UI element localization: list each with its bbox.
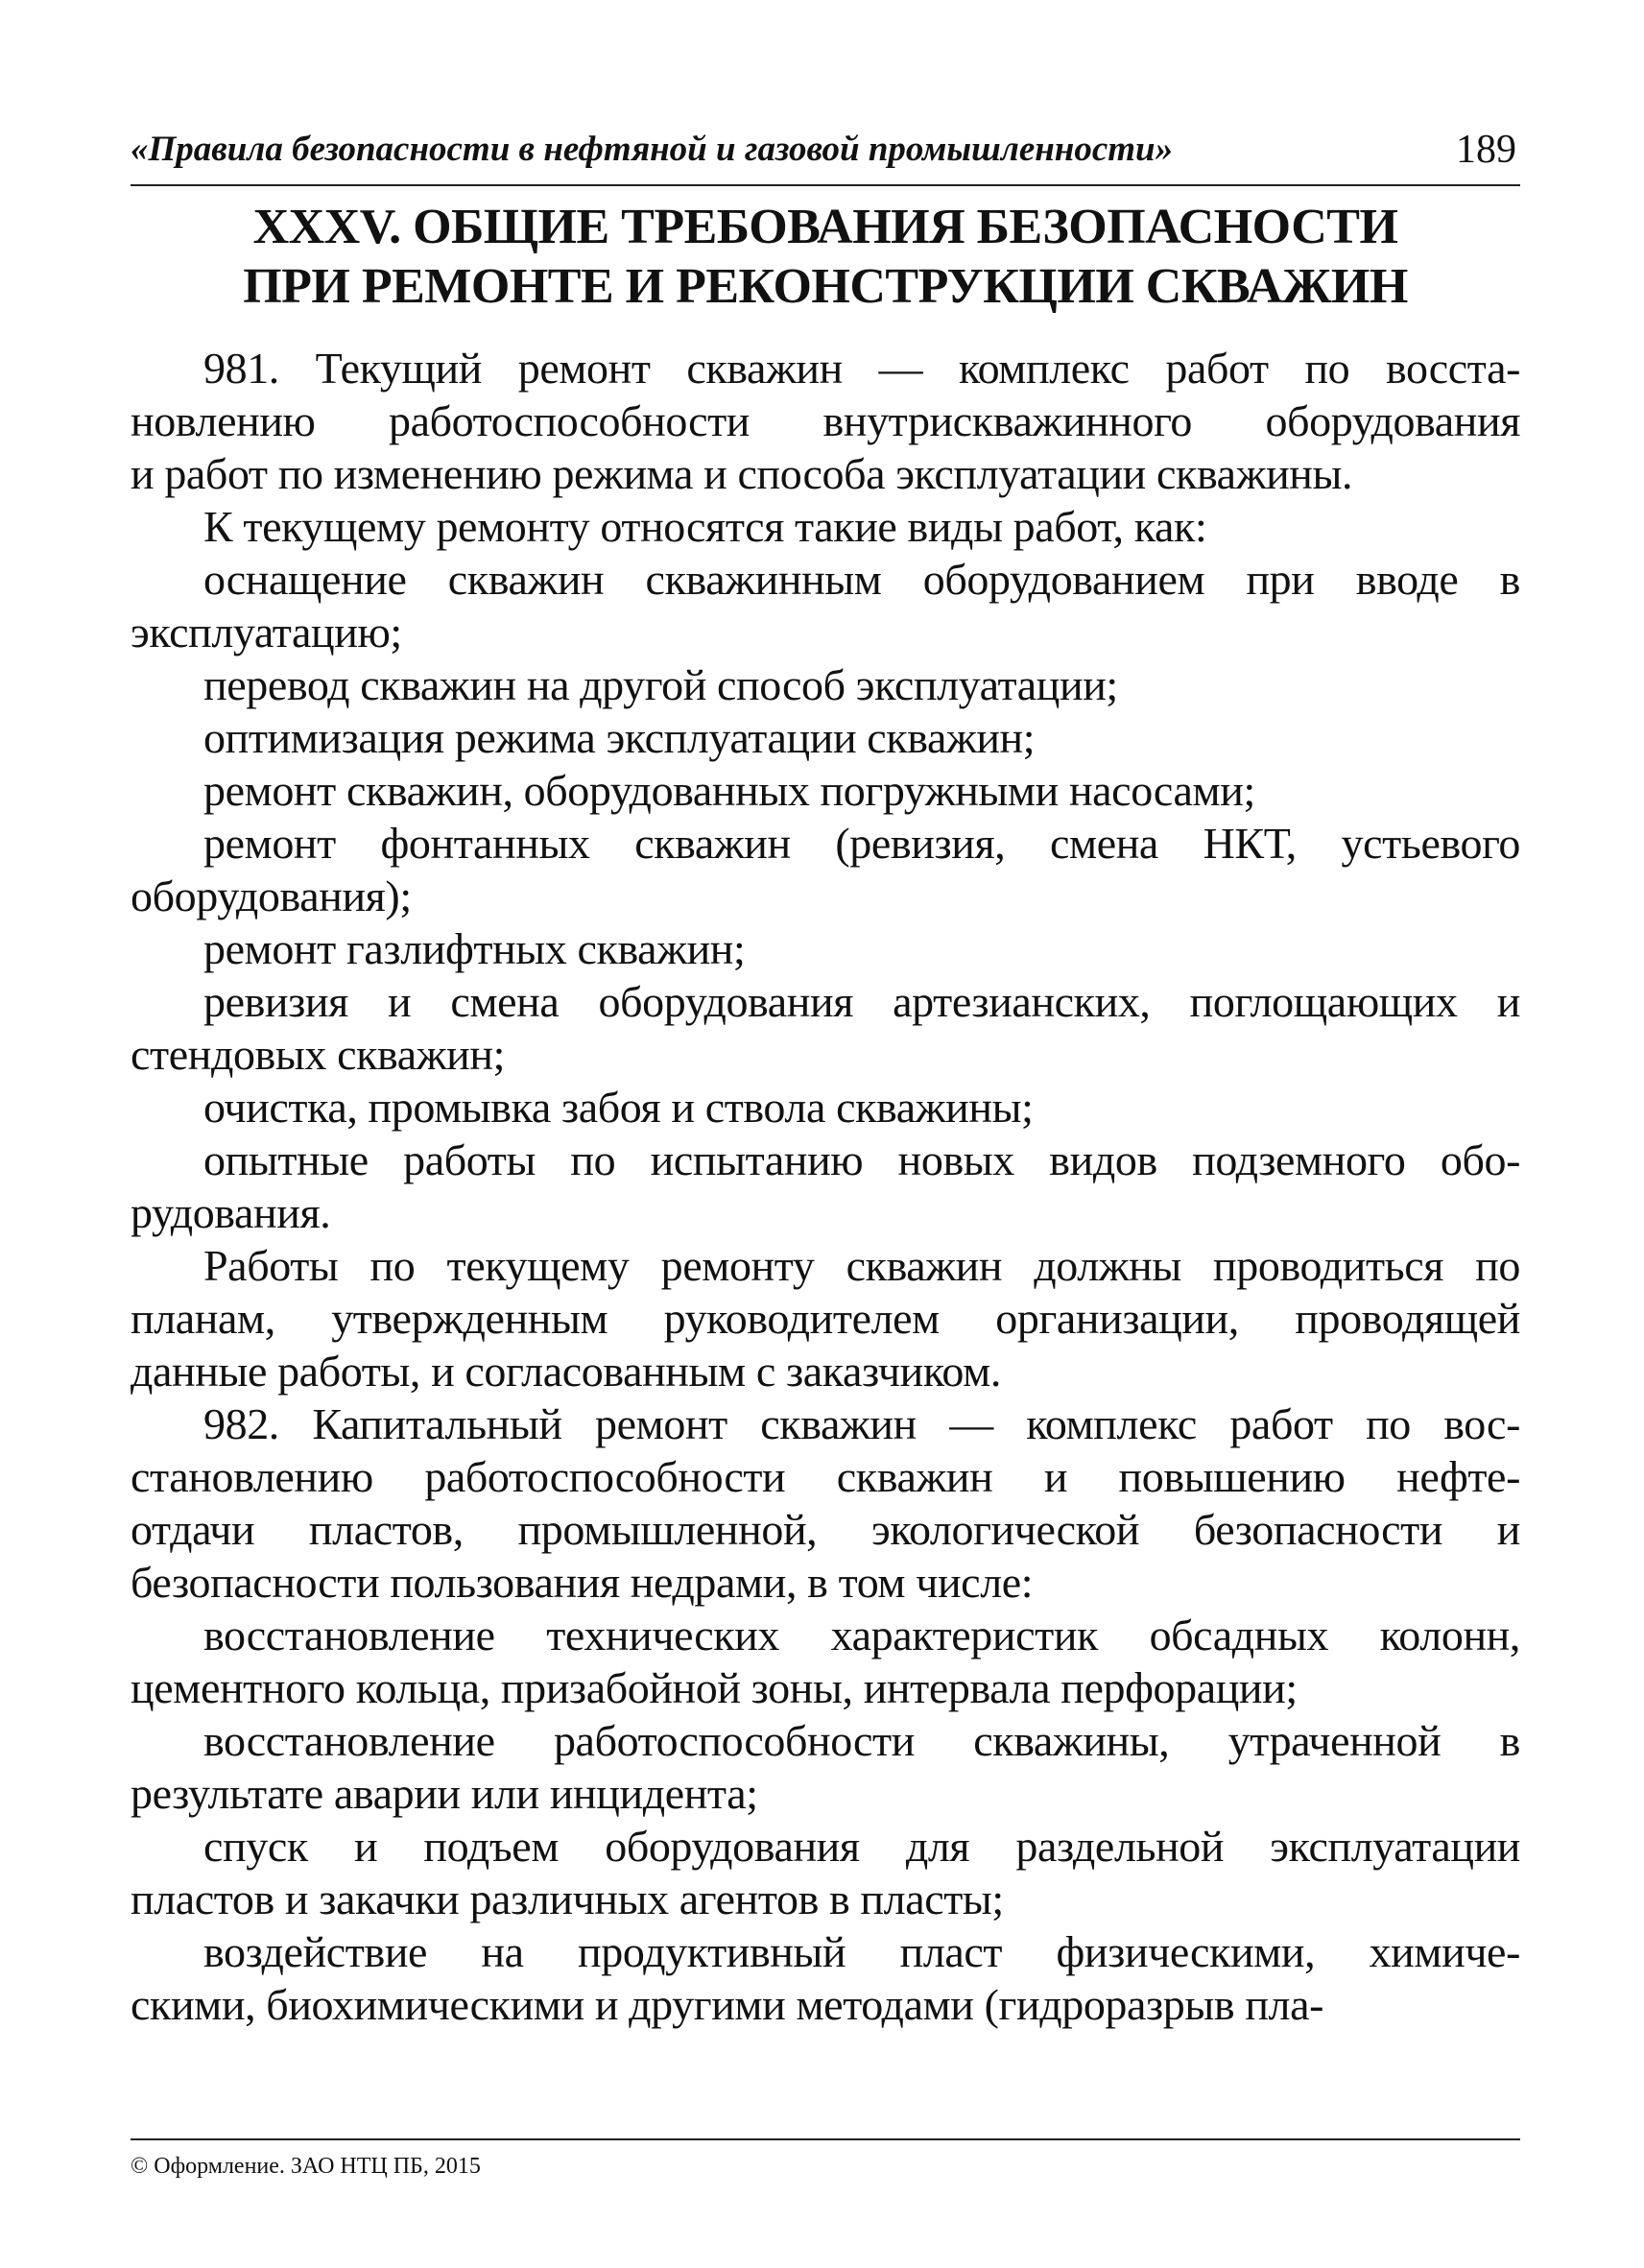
paragraph — [131, 817, 1520, 922]
paragraph-line: опытные работы по испытанию новых видов подземного обо- — [203, 1135, 1520, 1184]
paragraph-line: ремонт фонтанных скважин (ревизия, смена НКТ, устьевого — [203, 819, 1520, 868]
body-text — [131, 342, 1520, 2031]
running-header — [131, 125, 1520, 186]
paragraph-line: оптимизация режима эксплуатации скважин; — [203, 713, 1036, 762]
paragraph-line: восстановление работоспособности скважины, утраченной в — [203, 1716, 1520, 1765]
copyright-notice: © Оформление. ЗАО НТЦ ПБ, 2015 — [131, 2154, 481, 2179]
running-title: «Правила безопасности в нефтяной и газовой промышленности» — [131, 130, 1174, 169]
paragraph — [131, 1134, 1520, 1239]
paragraph — [131, 922, 1520, 975]
paragraph-line: пластов и закачки различных агентов в пласты; — [131, 1874, 1004, 1923]
paragraph-line: ремонт газлифтных скважин; — [203, 924, 746, 973]
paragraph-line: данные работы, и согласованным с заказчиком. — [131, 1347, 1001, 1396]
paragraph — [131, 1081, 1520, 1134]
paragraph-line: и работ по изменению режима и способа эксплуатации скважины. — [131, 449, 1353, 498]
paragraph-line: скими, биохимическими и другими методами (гидроразрыв пла- — [131, 1980, 1324, 2029]
paragraph — [131, 764, 1520, 817]
paragraph — [131, 1609, 1520, 1714]
paragraph-line: 981. Текущий ремонт скважин — комплекс работ по восста- — [203, 344, 1520, 393]
paragraph-line: перевод скважин на другой способ эксплуатации; — [203, 660, 1118, 709]
paragraph — [131, 711, 1520, 764]
paragraph-line: эксплуатацию; — [131, 608, 402, 657]
page-number: 189 — [1456, 128, 1516, 172]
paragraph-line: Работы по текущему ремонту скважин должны проводиться по — [203, 1241, 1520, 1290]
paragraph-line: 982. Капитальный ремонт скважин — комплекс работ по вос- — [203, 1399, 1520, 1448]
paragraph — [131, 1925, 1520, 2031]
paragraph — [131, 658, 1520, 711]
paragraph-line: безопасности пользования недрами, в том числе: — [131, 1558, 1034, 1607]
paragraph — [131, 553, 1520, 658]
paragraph-line: восстановление технических характеристик обсадных колонн, — [203, 1611, 1520, 1659]
paragraph — [131, 1397, 1520, 1609]
paragraph-line: оснащение скважин скважинным оборудованием при вводе в — [203, 555, 1520, 604]
document-page — [131, 115, 1520, 2188]
paragraph-line: ремонт скважин, оборудованных погружными насосами; — [203, 766, 1255, 815]
section-title — [131, 198, 1520, 317]
paragraph-line: воздействие на продуктивный пласт физическими, химиче- — [203, 1927, 1520, 1976]
paragraph-line: отдачи пластов, промышленной, экологической безопасности и — [131, 1505, 1520, 1554]
paragraph — [131, 500, 1520, 553]
paragraph-line: очистка, промывка забоя и ствола скважины; — [203, 1083, 1034, 1132]
paragraph-line: планам, утвержденным руководителем организации, проводящей — [131, 1294, 1520, 1343]
paragraph-line: оборудования); — [131, 871, 412, 920]
paragraph-line: результате аварии или инцидента; — [131, 1769, 758, 1818]
paragraph-line: К текущему ремонту относятся такие виды работ, как: — [203, 502, 1207, 551]
section-title-line: XXXV. ОБЩИЕ ТРЕБОВАНИЯ БЕЗОПАСНОСТИ — [252, 200, 1398, 254]
paragraph-line: стендовых скважин; — [131, 1030, 505, 1079]
paragraph-line: новлению работоспособности внутрискважинного оборудования — [131, 396, 1520, 445]
section-title-line: ПРИ РЕМОНТЕ И РЕКОНСТРУКЦИИ СКВАЖИН — [243, 259, 1408, 314]
paragraph-line: становлению работоспособности скважин и повышению нефте- — [131, 1452, 1520, 1501]
paragraph-line: ревизия и смена оборудования артезианских, поглощающих и — [203, 977, 1520, 1026]
paragraph — [131, 342, 1520, 500]
paragraph — [131, 1714, 1520, 1820]
paragraph-line: рудования. — [131, 1188, 331, 1237]
paragraph — [131, 975, 1520, 1081]
footer — [131, 2138, 1520, 2180]
paragraph — [131, 1239, 1520, 1397]
paragraph-line: цементного кольца, призабойной зоны, интервала перфорации; — [131, 1663, 1298, 1712]
paragraph-line: спуск и подъем оборудования для раздельной эксплуатации — [203, 1822, 1520, 1871]
paragraph — [131, 1820, 1520, 1925]
